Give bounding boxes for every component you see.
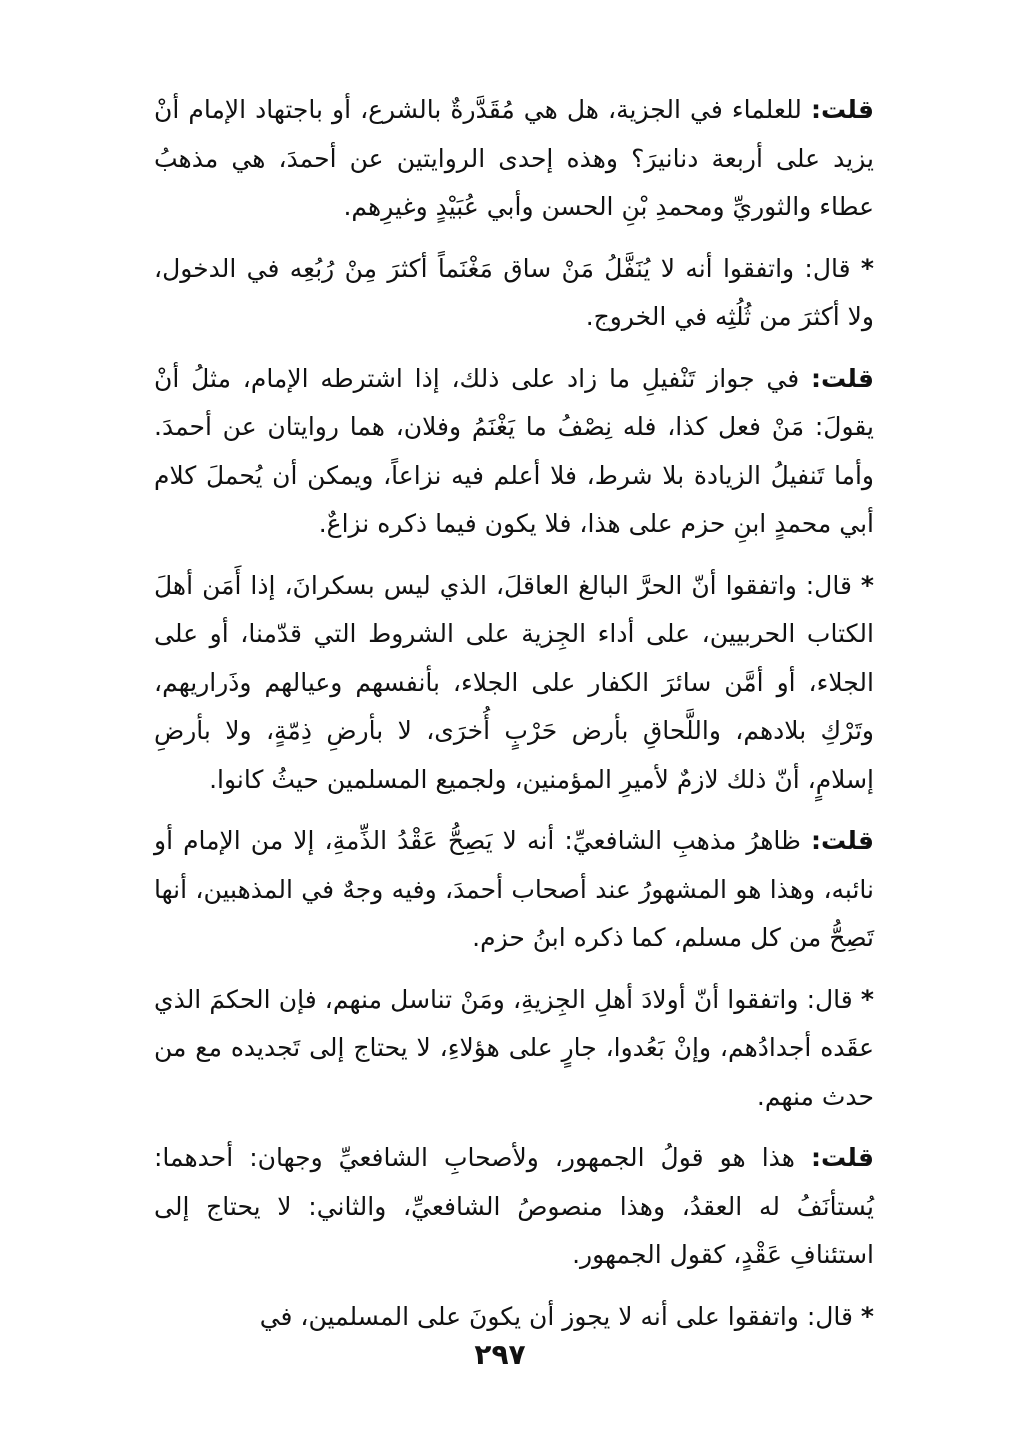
paragraph-marker: قلت:	[810, 363, 874, 393]
paragraph-marker: قلت:	[810, 1143, 874, 1172]
paragraph-text: هذا هو قولُ الجمهور، ولأصحابِ الشافعيِّ وجهان: أحدهما: يُستأنَفُ له العقدُ، وهذا منصوصُ الشافعيِّ، والثاني: لا يحتاج إلى استئنافِ عَقْدٍ، كقول الجمهور.	[154, 1143, 874, 1269]
star-icon: *	[860, 1301, 874, 1331]
paragraph-4	[154, 562, 874, 805]
paragraph-1	[154, 86, 874, 232]
paragraph-text: قال: واتفقوا على أنه لا يجوز أن يكونَ على المسلمين، في	[259, 1301, 861, 1331]
paragraph-marker: قلت:	[810, 95, 874, 124]
paragraph-text: قال: واتفقوا أنه لا يُنَفَّلُ مَنْ ساق مَغْنَماً أكثرَ مِنْ رُبُعِه في الدخول، ولا أكثرَ من ثُلُثِه في الخروج.	[154, 253, 874, 331]
paragraph-7	[154, 1134, 874, 1280]
paragraph-text: للعلماء في الجزية، هل هي مُقَدَّرةٌ بالشرع، أو باجتهاد الإمام أنْ يزيد على أربعة دنانيرَ؟ وهذه إحدى الروايتين عن أحمدَ، هي مذهبُ عطاء والثوريِّ ومحمدِ بْنِ الحسن وأبي عُبَيْدٍ وغيرِهم.	[154, 95, 874, 221]
paragraph-marker: قلت:	[810, 826, 874, 855]
paragraph-8	[154, 1293, 874, 1342]
paragraph-2	[154, 245, 874, 342]
page-body	[154, 86, 874, 1354]
star-icon: *	[860, 253, 874, 283]
star-icon: *	[860, 984, 874, 1014]
page-number: ٢٩٧	[474, 1338, 526, 1371]
paragraph-5	[154, 817, 874, 963]
star-icon: *	[860, 570, 874, 600]
paragraph-text: قال: واتفقوا أنّ الحرَّ البالغ العاقلَ، الذي ليس بسكرانَ، إذا أَمَن أهلَ الكتاب الحربيين، على أداء الجِزية على الشروط التي قدّمنا، أو على الجلاء، أو أمَّن سائرَ الكفار على الجلاء، بأنفسهم وعيالهم وذَراريهم، وتَرْكِ بلادهم، واللَّحاقِ بأرض حَرْبٍ أُخرَى، لا بأرضِ ذِمّةٍ، ولا بأرضِ إسلامٍ، أنّ ذلك لازمٌ لأميرِ المؤمنين، ولجميع المسلمين حيثُ كانوا.	[154, 570, 874, 794]
paragraph-text: قال: واتفقوا أنّ أولادَ أهلِ الجِزيةِ، ومَنْ تناسل منهم، فإن الحكمَ الذي عقَده أجدادُهم، وإنْ بَعُدوا، جارٍ على هؤلاءِ، لا يحتاج إلى تَجديده مع من حدث منهم.	[154, 984, 874, 1111]
paragraph-text: في جواز تَنْفيلِ ما زاد على ذلك، إذا اشترطه الإمام، مثلُ أنْ يقولَ: مَنْ فعل كذا، فله نِصْفُ ما يَغْنَمُ وفلان، هما روايتان عن أحمدَ. وأما تَنفيلُ الزيادة بلا شرط، فلا أعلم فيه نزاعاً، ويمكن أن يُحملَ كلام أبي محمدٍ ابنِ حزم على هذا، فلا يكون فيما ذكره نزاعٌ.	[154, 363, 874, 538]
paragraph-text: ظاهرُ مذهبِ الشافعيِّ: أنه لا يَصِحُّ عَقْدُ الذِّمةِ، إلا من الإمام أو نائبه، وهذا هو المشهورُ عند أصحاب أحمدَ، وفيه وجهٌ في المذهبين، أنها تَصِحُّ من كل مسلم، كما ذكره ابنُ حزم.	[154, 826, 874, 952]
paragraph-6	[154, 976, 874, 1122]
paragraph-3	[154, 355, 874, 549]
